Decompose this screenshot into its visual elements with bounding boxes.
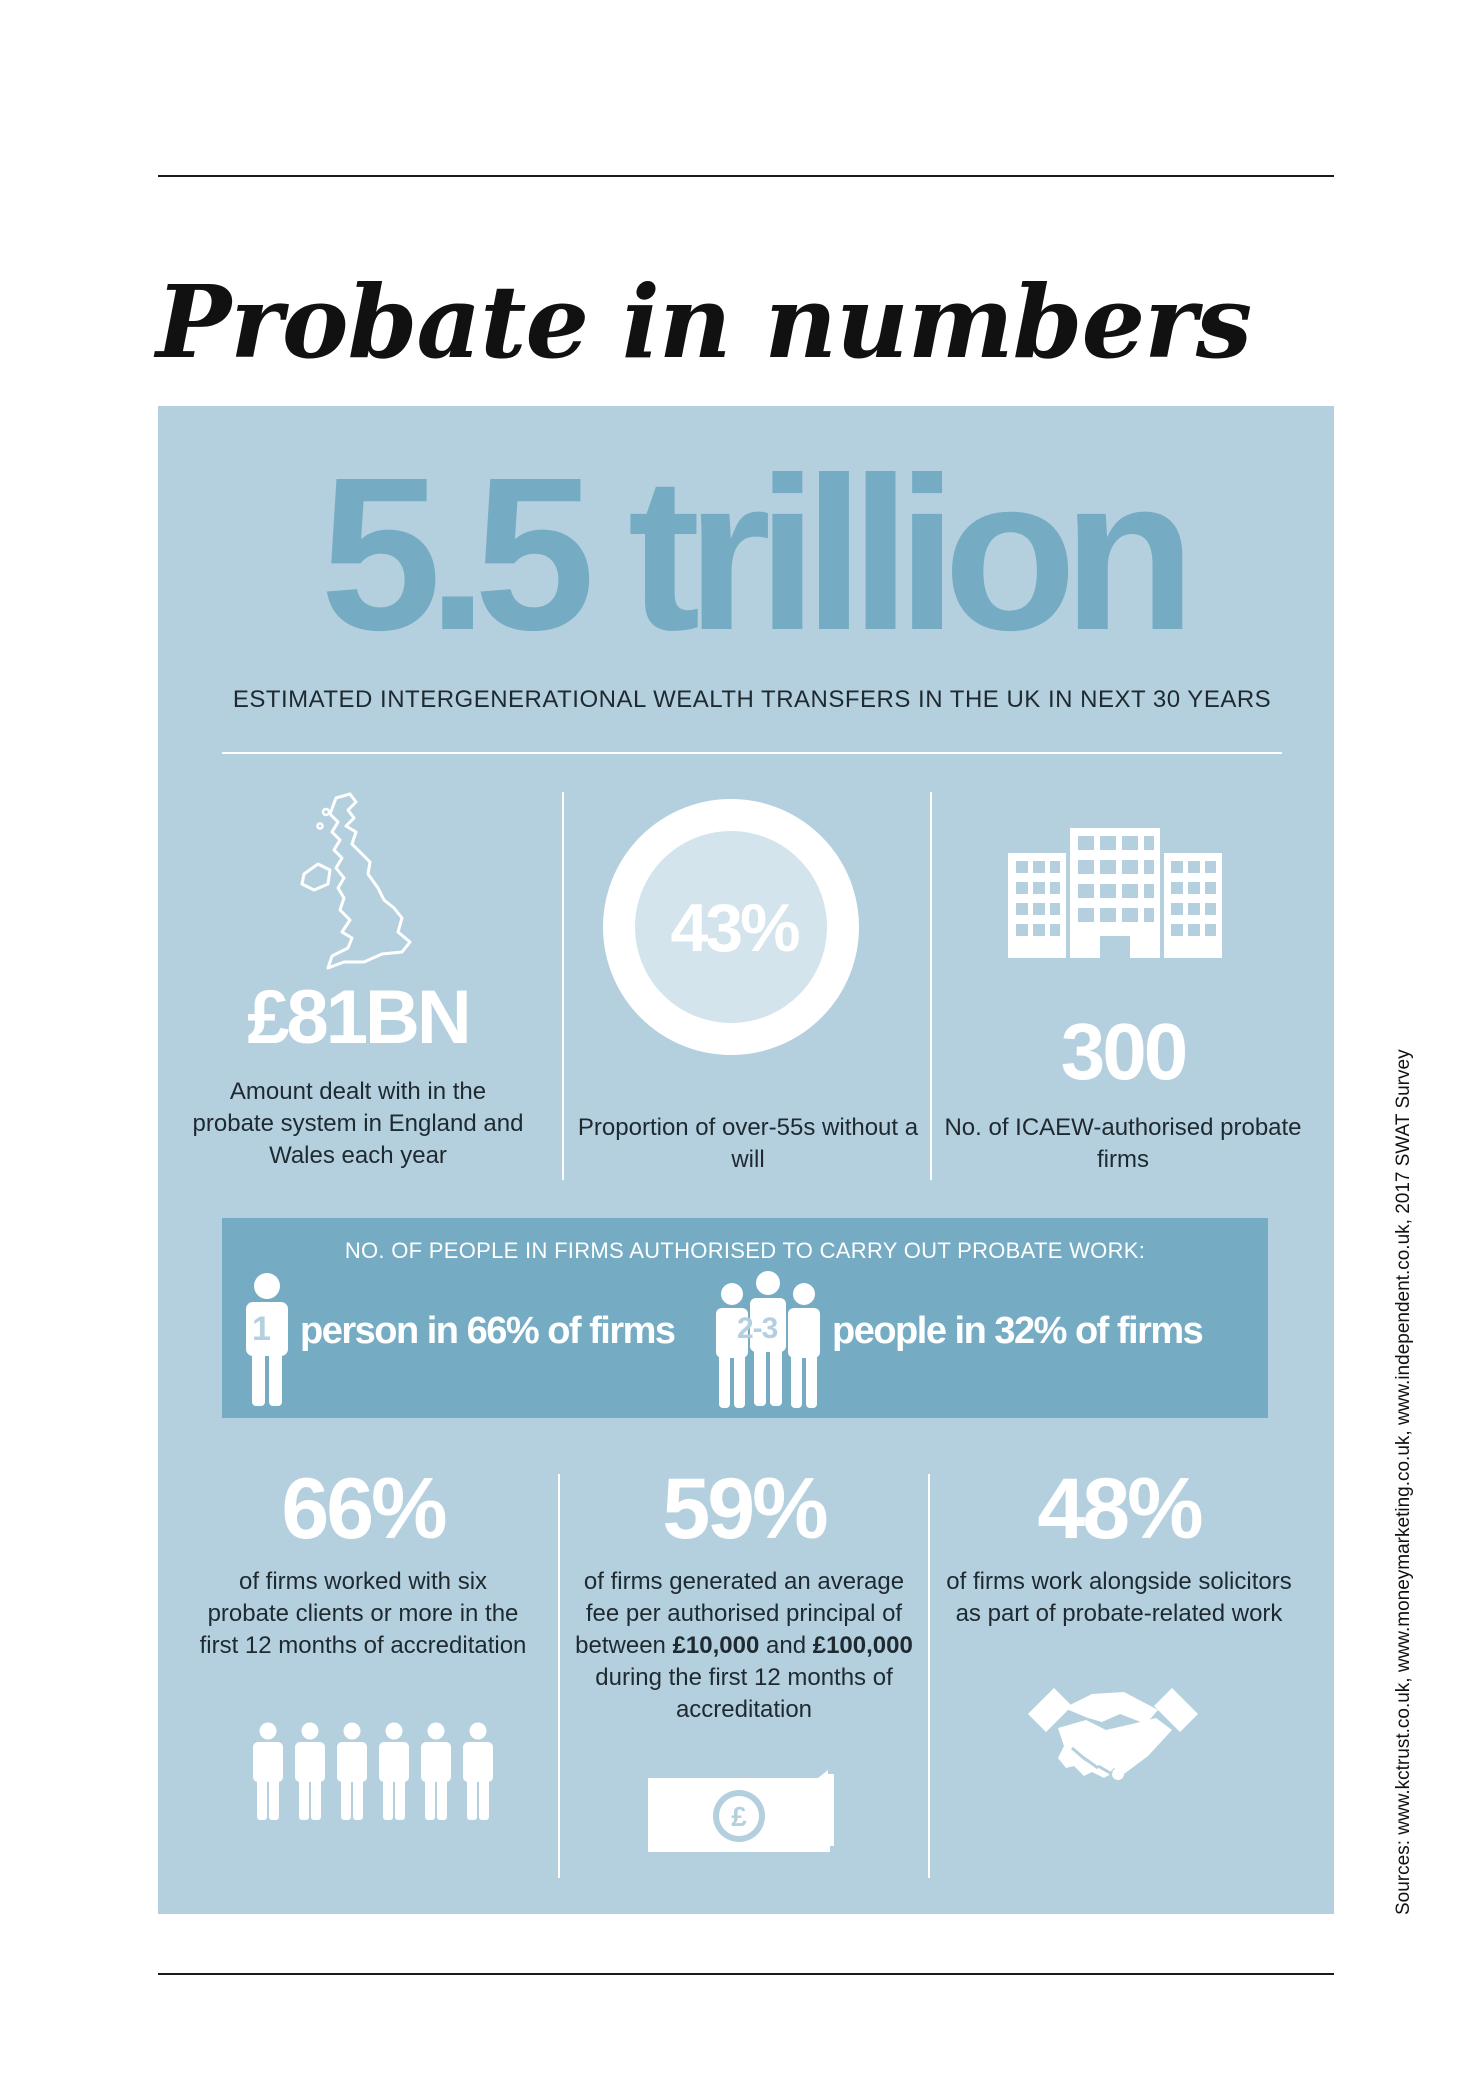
uk-map-icon — [298, 792, 428, 972]
column-divider — [562, 792, 564, 1180]
stat-card-59 — [564, 1461, 924, 1726]
ring-value: 43% — [670, 890, 798, 966]
desc-and: and — [766, 1632, 807, 1659]
stat-card-66 — [198, 1461, 528, 1662]
banknote-icon — [648, 1768, 838, 1852]
stat-card-81bn — [188, 975, 528, 1172]
top-rule — [158, 175, 1334, 177]
handshake-icon — [1028, 1674, 1198, 1786]
stat-description: Proportion of over-55s without a will — [577, 1114, 919, 1173]
column-divider — [558, 1474, 560, 1878]
stat-description: Amount dealt with in the probate system in England and Wales each year — [192, 1078, 524, 1169]
section-divider — [222, 752, 1282, 754]
stat-card-48 — [934, 1461, 1304, 1630]
page-title: Probate in numbers — [156, 263, 1252, 381]
stat-description: No. of ICAEW-authorised probate firms — [944, 1114, 1302, 1173]
office-buildings-icon — [1008, 828, 1223, 958]
stat-card-43 — [568, 1112, 928, 1176]
amount-low: £10,000 — [672, 1632, 760, 1659]
headline-caption: ESTIMATED INTERGENERATIONAL WEALTH TRANSFERS IN THE UK IN NEXT 30 YEARS — [232, 686, 1272, 713]
people-count-badge: 2-3 — [737, 1312, 778, 1345]
desc-part-1: of firms generated an average fee per authorised principal of between — [575, 1568, 905, 1659]
stat-value: 300 — [1060, 1007, 1186, 1096]
banner-stat-2: people in 32% of firms — [832, 1310, 1203, 1352]
infographic-panel — [158, 406, 1334, 1914]
bottom-rule — [158, 1973, 1334, 1975]
stat-value: 66% — [281, 1461, 445, 1557]
stat-value: £81BN — [247, 975, 469, 1060]
sources-note: Sources: www.kctrust.co.uk, www.moneymarketing.co.uk, www.independent.co.uk, 2017 SWAT Survey — [1393, 1049, 1414, 1915]
column-divider — [928, 1474, 930, 1878]
amount-high: £100,000 — [812, 1632, 913, 1659]
banner-stat-1: person in 66% of firms — [300, 1310, 675, 1352]
stat-description — [564, 1566, 924, 1726]
desc-part-2: during the first 12 months of accreditation — [595, 1664, 893, 1723]
people-banner — [222, 1218, 1268, 1418]
stat-card-300 — [938, 1007, 1308, 1176]
column-divider — [930, 792, 932, 1180]
banner-title: NO. OF PEOPLE IN FIRMS AUTHORISED TO CARRY OUT PROBATE WORK: — [344, 1238, 1146, 1263]
stat-description: of firms work alongside solicitors as part of probate-related work — [946, 1568, 1292, 1627]
stat-description: of firms worked with six probate clients or more in the first 12 months of accreditation — [199, 1568, 527, 1659]
stat-value: 48% — [1037, 1461, 1201, 1557]
headline-value: 5.5 trillion — [320, 433, 1182, 676]
stat-value: 59% — [662, 1461, 826, 1557]
pound-symbol: £ — [731, 1801, 747, 1832]
person-count-badge: 1 — [252, 1310, 270, 1348]
people-row-icon — [250, 1722, 494, 1820]
